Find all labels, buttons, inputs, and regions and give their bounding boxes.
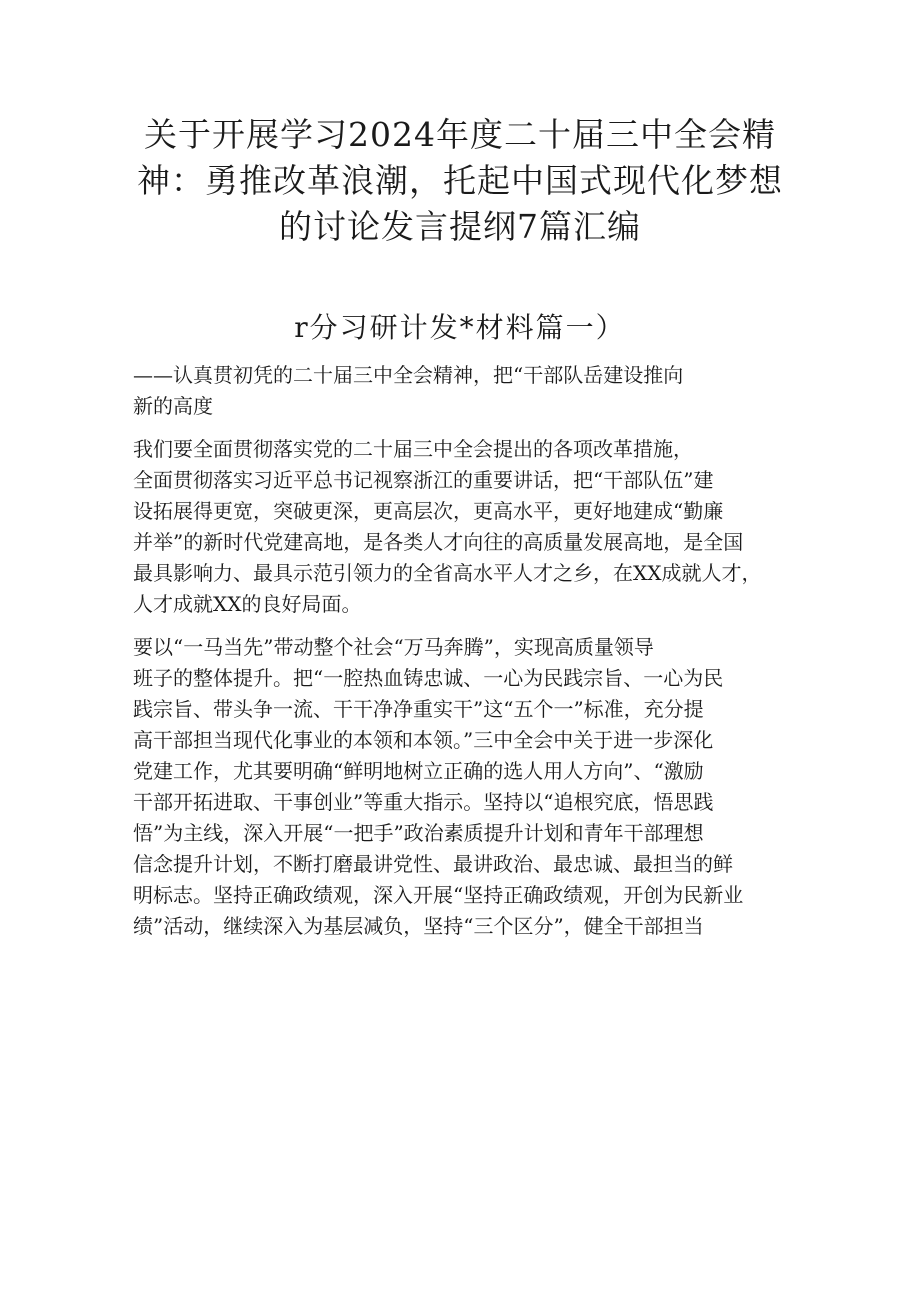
text-line: 班子的整体提升。把“一腔热血铸忠诚、一心为民践宗旨、一心为民 [133, 666, 724, 690]
document-body [133, 360, 803, 942]
section-heading: r分习研计发*材料篇一） [294, 311, 626, 344]
text-line: 我们要全面贯彻落实党的二十届三中全会提出的各项改革措施， [133, 437, 693, 461]
text-line: 并举”的新时代党建高地，是各类人才向往的高质量发展高地，是全国 [133, 530, 744, 554]
text-line: 全面贯彻落实习近平总书记视察浙江的重要讲话，把“干部队伍”建 [133, 468, 714, 492]
text-line: 信念提升计划，不断打磨最讲党性、最讲政治、最忠诚、最担当的鲜 [133, 852, 733, 876]
text-line: 高干部担当现代化事业的本领和本领。”三中全会中关于进一步深化 [133, 728, 714, 752]
title-line: 的讨论发言提纲7篇汇编 [279, 207, 641, 246]
text-line: 践宗旨、带头争一流、干干净净重实干”这“五个一”标准，充分提 [133, 697, 704, 721]
paragraph-subtitle [133, 360, 803, 422]
paragraph-gap [133, 620, 803, 632]
paragraph-gap [133, 422, 803, 434]
paragraph-1 [133, 434, 803, 620]
title-line: 关于开展学习2024年度二十届三中全会精 [144, 115, 776, 154]
text-line: 最具影响力、最具示范引领力的全省高水平人才之乡，在XX成就人才， [133, 561, 762, 585]
document-title [130, 112, 790, 250]
text-line: 悟”为主线，深入开展“一把手”政治素质提升计划和青年干部理想 [133, 821, 704, 845]
title-line: 神：勇推改革浪潮，托起中国式现代化梦想 [137, 161, 783, 200]
text-line: 要以“一马当先”带动整个社会“万马奔腾”，实现高质量领导 [133, 635, 654, 659]
text-line: ——认真贯初凭的二十届三中全会精神，把“干部队岳建设推向 [133, 363, 684, 387]
text-line: 设拓展得更宽，突破更深，更高层次，更高水平，更好地建成“勤廉 [133, 499, 724, 523]
text-line: 绩”活动，继续深入为基层减负，坚持“三个区分”，健全干部担当 [133, 914, 704, 938]
text-line: 干部开拓进取、干事创业”等重大指示。坚持以“追根究底，悟思践 [133, 790, 714, 814]
paragraph-2 [133, 632, 803, 942]
text-line: 新的高度 [133, 394, 213, 418]
text-line: 党建工作，尤其要明确“鲜明地树立正确的选人用人方向”、“激励 [133, 759, 704, 783]
text-line: 明标志。坚持正确政绩观，深入开展“坚持正确政绩观，开创为民新业 [133, 883, 744, 907]
text-line: 人才成就XX的良好局面。 [133, 592, 362, 616]
